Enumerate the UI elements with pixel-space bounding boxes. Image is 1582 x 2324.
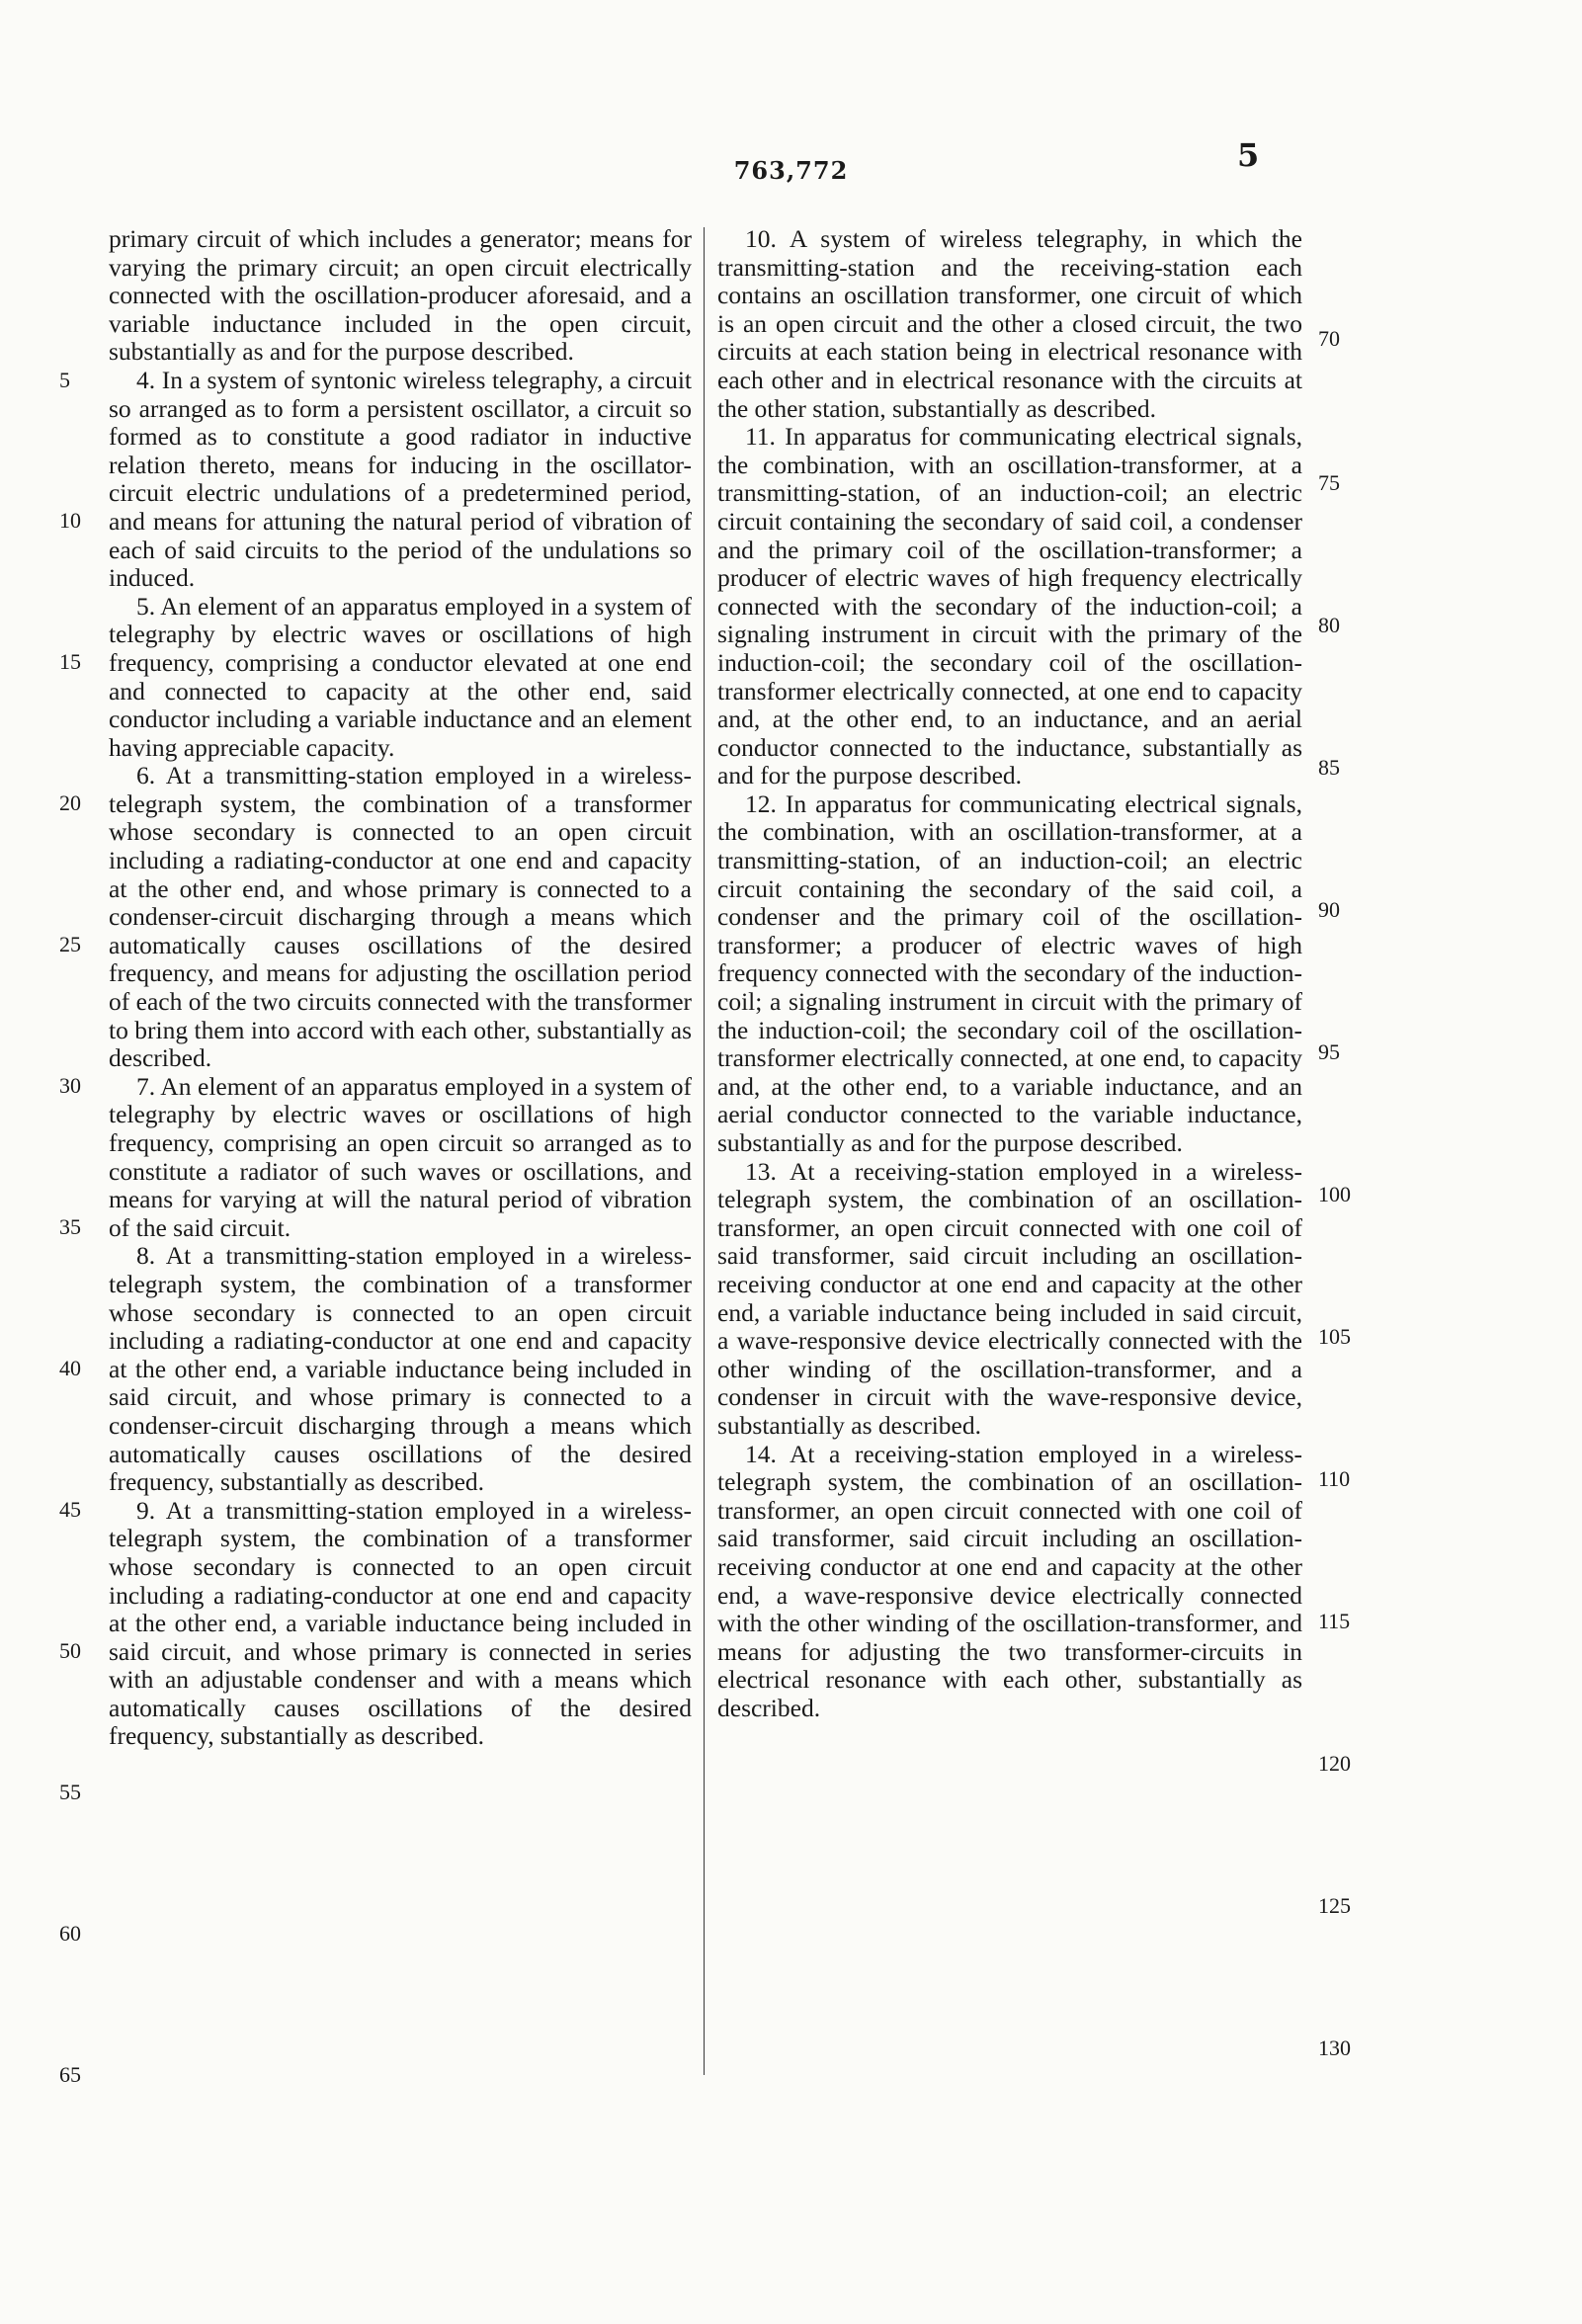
claim-8: 8. At a transmitting-station employed in a wireless-telegraph system, the combination of a transformer whose secondary is connected to an open circuit including a radiating-conductor at one end and capacity at the other end, a variable inductance being included in said circuit, and whose primary is connected to a condenser-circuit discharging through a means which automatically causes oscillations of the desired frequency, substantially as described. bbox=[109, 1241, 692, 1497]
claim-10: 10. A system of wireless telegraphy, in which the transmitting-station and the receiving-station each contains an oscillation transformer, one circuit of which is an open circuit and the other a closed circuit, the two circuits at each station being in electrical resonance with each other and in electrical resonance with the circuits at the other station, substantially as described. bbox=[717, 224, 1302, 423]
column-divider bbox=[704, 227, 705, 2075]
right-column bbox=[717, 225, 1302, 1722]
claim-12: 12. In apparatus for communicating electrical signals, the combination, with an oscillation-transformer, at a transmitting-station, of an induction-coil; an electric circuit containing the secondary of the said coil, a condenser and the primary coil of the oscillation-transformer; a producer of electric waves of high frequency connected with the secondary of the induction-coil; a signaling instrument in circuit with the primary of the induction-coil; the secondary coil of the oscillation-transformer electrically connected, at one end, to capacity and, at the other end, to a variable inductance, and an aerial conductor connected to the variable inductance, substantially as and for the purpose described. bbox=[717, 788, 1302, 1157]
claim-14: 14. At a receiving-station employed in a wireless-telegraph system, the combination of an oscillation-transformer, an open circuit connected with one coil of said transformer, said circuit including an oscillation-receiving conductor at one end and capacity at the other end, a wave-responsive device electrically connected with the other winding of the oscillation-transformer, and means for adjusting the two transformer-circuits in electrical resonance with each other, substantially as described. bbox=[717, 1439, 1302, 1722]
line-number: 30 bbox=[59, 1073, 81, 1098]
line-number: 100 bbox=[1318, 1182, 1351, 1206]
line-number: 20 bbox=[59, 790, 81, 815]
line-number: 5 bbox=[59, 368, 70, 392]
line-number: 65 bbox=[59, 2062, 81, 2087]
line-number: 45 bbox=[59, 1497, 81, 1522]
line-number: 130 bbox=[1318, 2035, 1351, 2060]
claim-9: 9. At a transmitting-station employed in a wireless-telegraph system, the combination of a transformer whose secondary is connected to an open circuit including a radiating-conductor at one end and capacity at the other end, a variable inductance being included in said circuit, and whose primary is connected in series with an adjustable condenser and with a means which automatically causes oscillations of the desired frequency, substantially as described. bbox=[109, 1495, 692, 1751]
claim-6: 6. At a transmitting-station employed in a wireless-telegraph system, the combination of a transformer whose secondary is connected to an open circuit including a radiating-conductor at one end and capacity at the other end, and whose primary is connected to a condenser-circuit discharging through a means which automatically causes oscillations of the desired frequency, and means for adjusting the oscillation period of each of the two circuits connected with the transformer to bring them into accord with each other, substantially as described. bbox=[109, 761, 692, 1073]
line-number: 110 bbox=[1318, 1466, 1351, 1491]
line-number: 105 bbox=[1318, 1324, 1351, 1349]
line-number: 35 bbox=[59, 1214, 81, 1239]
line-number: 90 bbox=[1318, 897, 1340, 922]
claim-4: 4. In a system of syntonic wireless telegraphy, a circuit so arranged as to form a persistent oscillator, a circuit so formed as to constitute a good radiator in inductive relation thereto, means for inducing in the oscillator-circuit electric undulations of a predetermined period, and means for attuning the natural period of vibration of each of said circuits to the period of the undulations so induced. bbox=[109, 365, 692, 593]
claim-7: 7. An element of an apparatus employed in a system of telegraphy by electric waves or oscillations of high frequency, comprising an open circuit so arranged as to constitute a radiator of such waves or oscillations, and means for varying at will the natural period of vibration of the said circuit. bbox=[109, 1071, 692, 1242]
claim-5: 5. An element of an apparatus employed in a system of telegraphy by electric waves or oscillations of high frequency, comprising a conductor elevated at one end and connected to capacity at the other end, said conductor including a variable inductance and an element having appreciable capacity. bbox=[109, 591, 692, 762]
line-number: 40 bbox=[59, 1356, 81, 1380]
line-number: 15 bbox=[59, 649, 81, 674]
page-number: 5 bbox=[1237, 136, 1260, 174]
line-number: 10 bbox=[59, 508, 81, 533]
line-number: 115 bbox=[1318, 1609, 1351, 1633]
line-number: 120 bbox=[1318, 1751, 1351, 1776]
claim-3-continuation: primary circuit of which includes a generator; means for varying the primary circuit; an open circuit electrically connected with the oscillation-producer aforesaid, and a variable inductance included in the open circuit, substantially as and for the purpose described. bbox=[109, 224, 692, 367]
left-column bbox=[109, 225, 692, 1751]
line-number: 70 bbox=[1318, 326, 1340, 351]
patent-number: 763,772 bbox=[733, 156, 849, 185]
line-number: 75 bbox=[1318, 470, 1340, 495]
line-number: 60 bbox=[59, 1921, 81, 1946]
claim-11: 11. In apparatus for communicating electrical signals, the combination, with an oscillation-transformer, at a transmitting-station, of an induction-coil; an electric circuit containing the secondary of said coil, a condenser and the primary coil of the oscillation-transformer; a producer of electric waves of high frequency electrically connected with the secondary of the induction-coil; a signaling instrument in circuit with the primary of the induction-coil; the secondary coil of the oscillation-transformer electrically connected, at one end to capacity and, at the other end, to an inductance, and an aerial conductor connected to the inductance, substantially as and for the purpose described. bbox=[717, 422, 1302, 790]
line-number: 95 bbox=[1318, 1039, 1340, 1064]
claim-13: 13. At a receiving-station employed in a wireless-telegraph system, the combination of an oscillation-transformer, an open circuit connected with one coil of said transformer, said circuit including an oscillation-receiving conductor at one end and capacity at the other end, a variable inductance being included in said circuit, a wave-responsive device electrically connected with the other winding of the oscillation-transformer, and a condenser in circuit with the wave-responsive device, substantially as described. bbox=[717, 1156, 1302, 1440]
line-number: 55 bbox=[59, 1780, 81, 1804]
line-number: 85 bbox=[1318, 755, 1340, 780]
line-number: 80 bbox=[1318, 613, 1340, 637]
line-number: 25 bbox=[59, 932, 81, 956]
line-number: 50 bbox=[59, 1638, 81, 1663]
line-number: 125 bbox=[1318, 1893, 1351, 1918]
